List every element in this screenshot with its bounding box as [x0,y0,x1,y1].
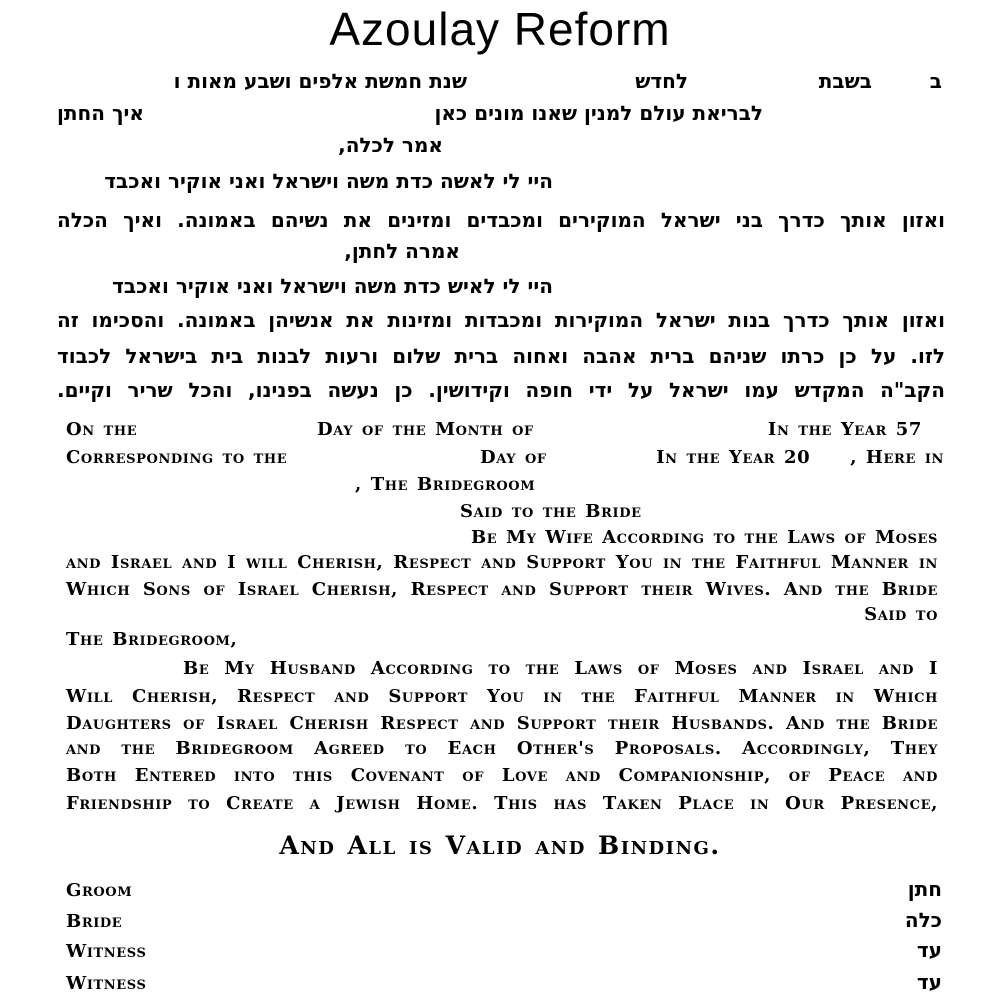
english-corresponding: Corresponding to the [66,447,288,468]
hebrew-groom-vow-1: היי לי לאשה כדת משה וישראל ואני אוקיר ואכבד [104,169,553,193]
hebrew-day-letter: ב [929,69,942,93]
english-in-year-20: In the Year 20 [656,447,811,468]
signature-label-bride: Bride [66,911,123,932]
english-day-of: Day of [480,447,547,468]
hebrew-said-to-groom: אמרה לחתן, [344,239,460,263]
english-closing-2: Both Entered into this Covenant of Love and Companionship, of Peace and [66,765,938,786]
signature-label-witness-1: Witness [66,941,147,962]
hebrew-year-phrase: שנת חמשת אלפים ושבע מאות ו [173,69,467,93]
hebrew-closing-line: הקב"ה המקדש עמו ישראל על ידי חופה וקידושין. כן נעשה בפנינו, והכל שריר וקיים. [57,378,945,402]
english-the-bridegroom: , The Bridegroom [355,474,536,495]
english-civil-year-run [656,449,944,467]
signature-label-groom: Groom [66,880,133,901]
english-bride-vow-1: Be My Husband According to the Laws of Moses and Israel and I [183,658,938,679]
hebrew-of-month: לחדש [635,69,688,93]
english-day-of-month-of: Day of the Month of [317,419,534,440]
valid-and-binding-line: And All is Valid and Binding. [279,831,721,860]
english-closing-1: and the Bridegroom Agreed to Each Other's Proposals. Accordingly, They [66,738,938,759]
hebrew-bride-vow-2: ואזון אותך כדרך בנות ישראל המוקירות ומכבדות ומזינות את אנשיהן באמונה. והסכימו זה [57,308,945,332]
signature-label-groom-hebrew: חתן [907,877,942,901]
hebrew-era-phrase: לבריאת עולם למנין שאנו מונים כאן [434,101,763,125]
english-groom-vow-1: Be My Wife According to the Laws of Moses [470,527,938,548]
english-the-bridegroom-2: The Bridegroom, [66,629,238,650]
hebrew-on-week: בשבת [818,69,872,93]
english-closing-3: Friendship to Create a Jewish Home. This has Taken Place in Our Presence, [66,793,938,814]
hebrew-groom-phrase: איך החתן [57,101,144,125]
english-in-year-57: In the Year 57 [767,419,922,440]
english-bride-vow-3: Daughters of Israel Cherish Respect and Support their Husbands. And the Bride [66,713,938,734]
hebrew-covenant-line: לזו. על כן כרתו שניהם ברית אהבה ואחוה ברית שלום ורעות לבנות בית בישראל לכבוד [57,344,945,368]
english-groom-vow-2: and Israel and I will Cherish, Respect and Support You in the Faithful Manner in [66,552,938,573]
hebrew-groom-vow-2: ואזון אותך כדרך בני ישראל המוקירים ומכבדים ומזינים את נשיהם באמונה. ואיך הכלה [57,208,945,232]
english-on-the: On the [66,419,138,440]
document-title: Azoulay Reform [329,3,671,55]
signature-label-witness-2-hebrew: עד [916,970,942,994]
english-groom-vow-3: Which Sons of Israel Cherish, Respect and Support their Wives. And the Bride [66,579,938,600]
signature-label-witness-1-hebrew: עד [916,938,942,962]
english-here-in: , Here in [850,447,944,468]
signature-label-witness-2: Witness [66,973,147,994]
hebrew-said-to-bride: אמר לכלה, [338,133,443,157]
english-said-to: Said to [864,604,938,625]
english-said-to-bride: Said to the Bride [460,501,642,522]
hebrew-bride-vow-1: היי לי לאיש כדת משה וישראל ואני אוקיר ואכבד [112,274,553,298]
signature-label-bride-hebrew: כלה [904,908,942,932]
english-bride-vow-2: Will Cherish, Respect and Support You in the Faithful Manner in Which [66,686,938,707]
